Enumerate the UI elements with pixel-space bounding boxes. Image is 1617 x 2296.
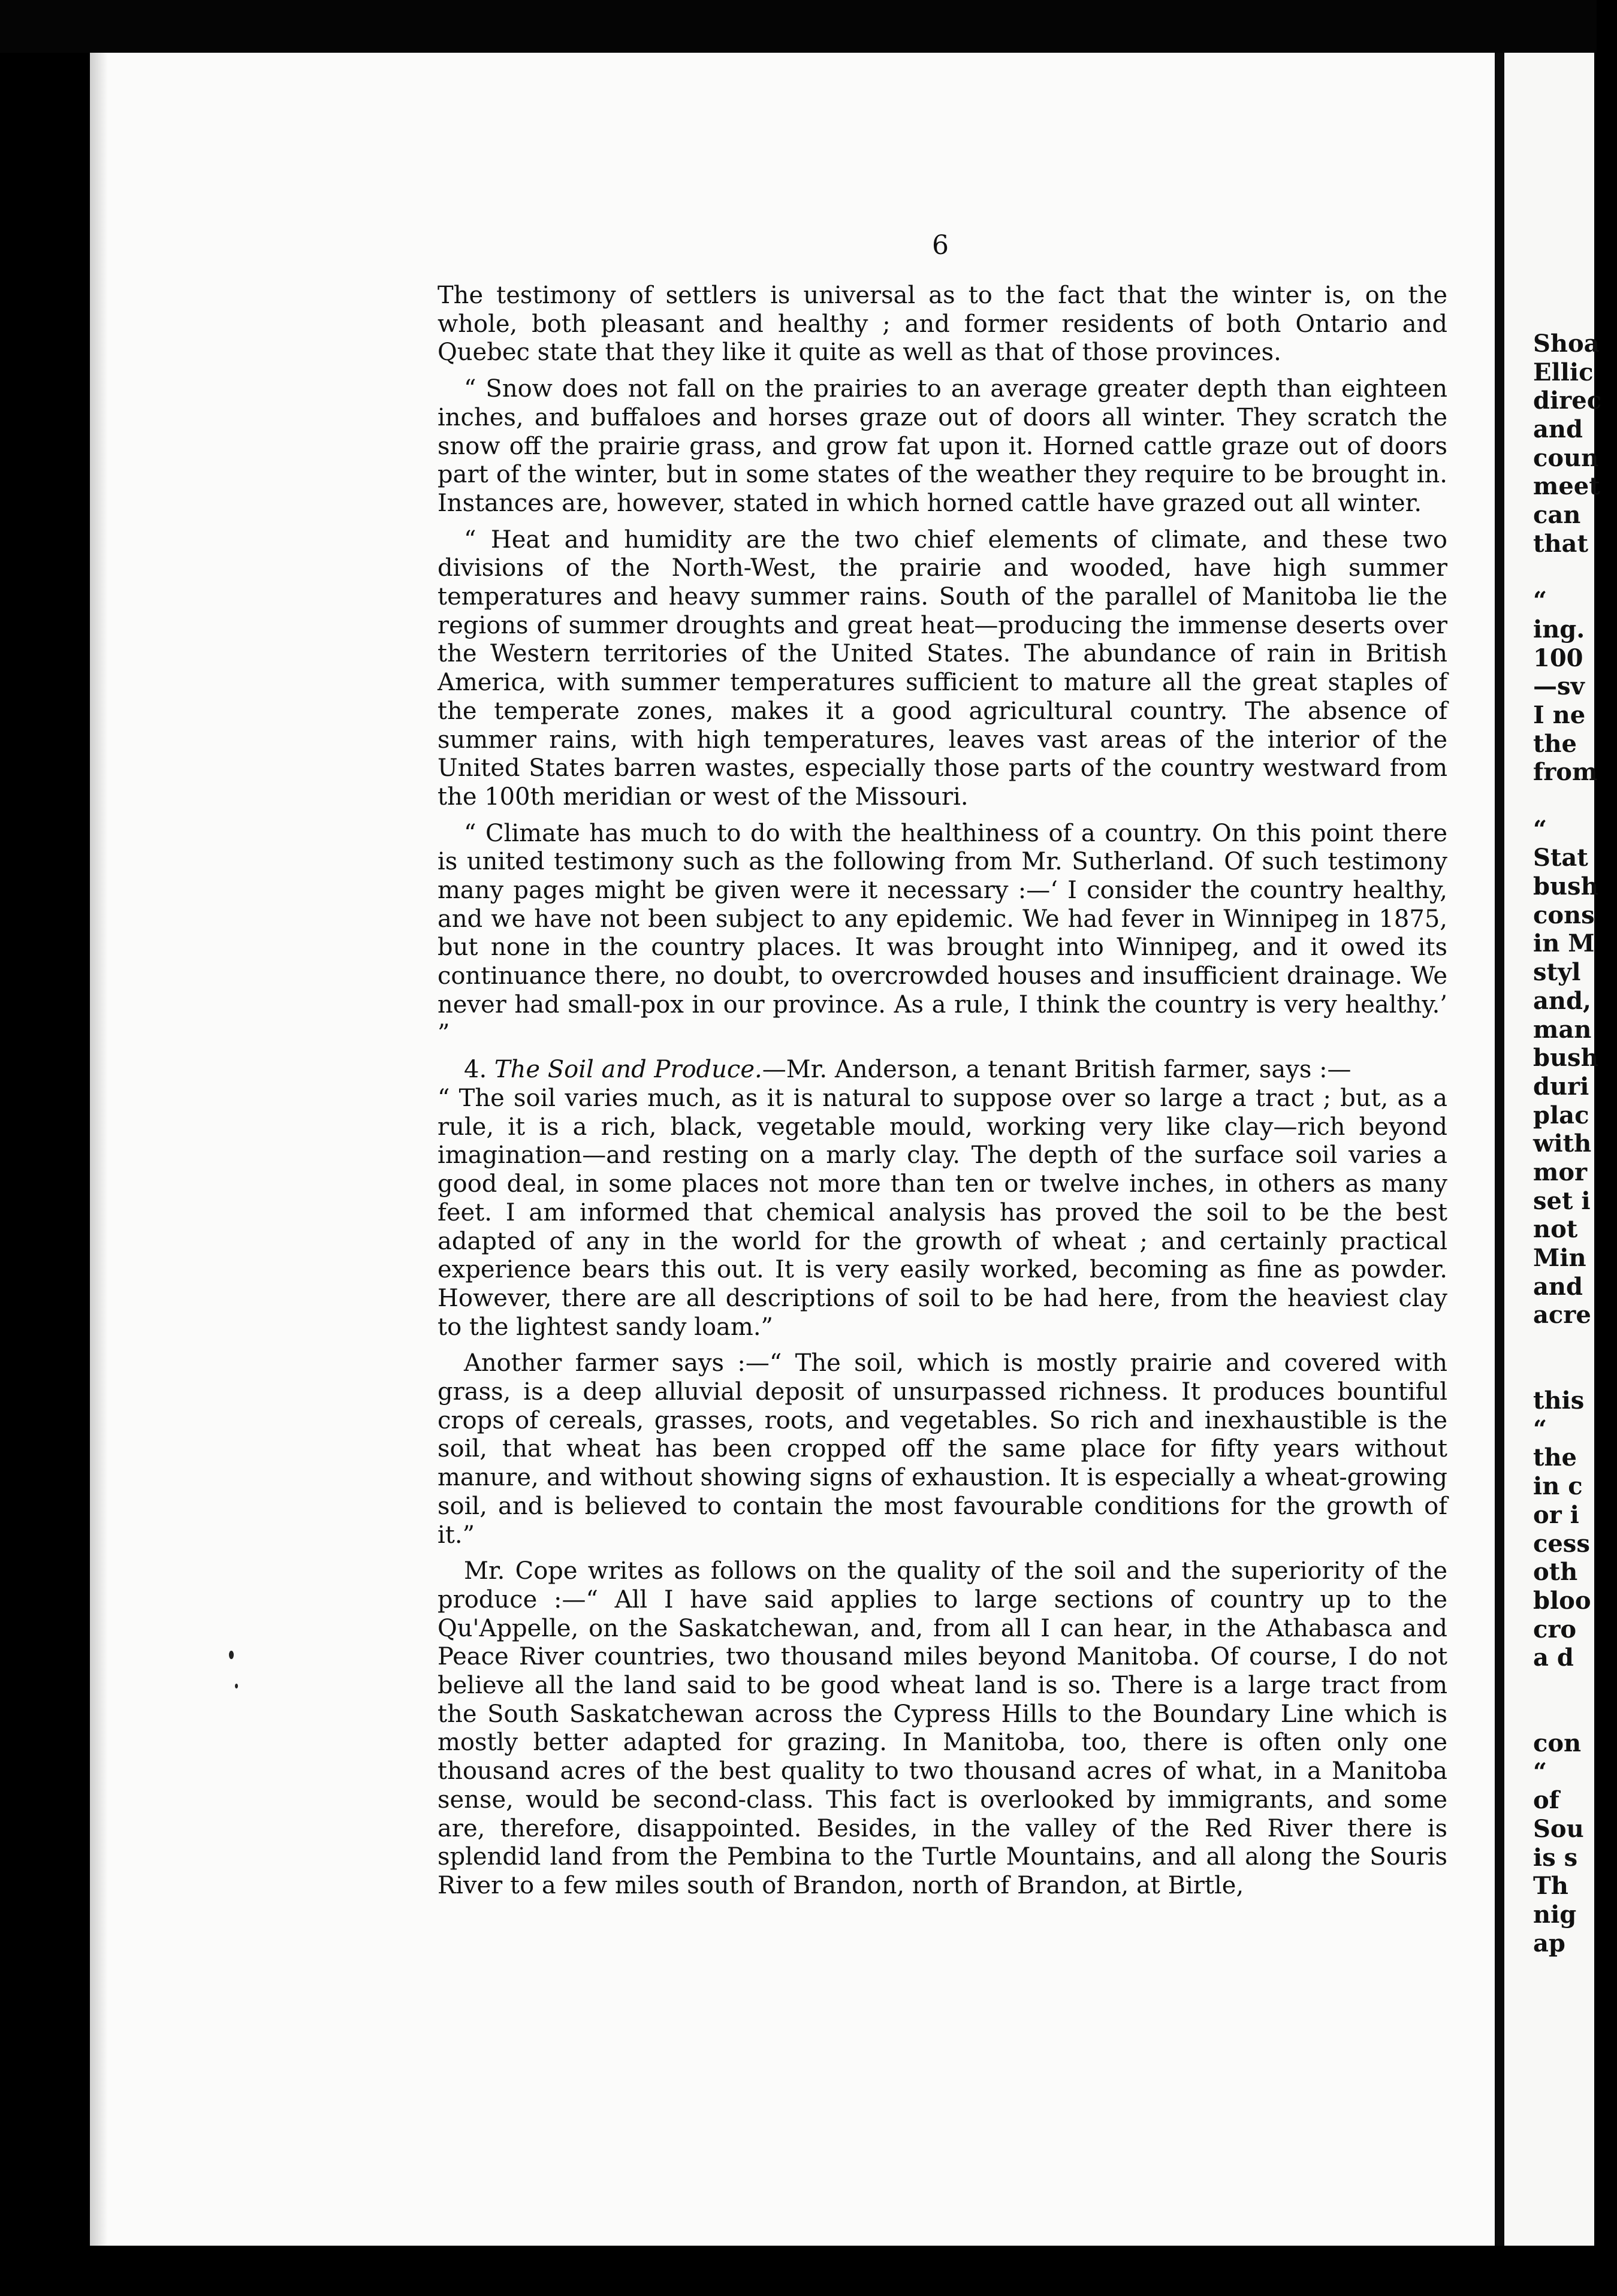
fragment-line: Shoa — [1533, 330, 1600, 358]
section-number: 4. — [464, 1056, 487, 1084]
scan-frame-top — [0, 0, 1597, 53]
fragment-line: coun — [1533, 443, 1599, 472]
paragraph: “ Snow does not fall on the prairies to an average greater depth than eighteen inches, and buffaloes and horses graze out of doors all winter. They scratch the snow off the prairie grass, and grow fat upon it. Horned cattle graze out of doors part of the winter, but in some states of the weather they require to be brought in. Instances are, however, stated in which horned cattle have grazed out all winter. — [438, 375, 1447, 517]
fragment-line: mor — [1533, 1158, 1588, 1186]
fragment-line: man — [1533, 1015, 1592, 1044]
fragment-line: from — [1533, 758, 1598, 787]
section-lead: —Mr. Anderson, a tenant British farmer, says :— — [762, 1056, 1351, 1084]
fragment-line: “ — [1533, 815, 1547, 844]
fragment-line: and — [1533, 415, 1583, 444]
paragraph: “ The soil varies much, as it is natural to suppose over so large a tract ; but, as a rule, it is a rich, black, vegetable mould, working very like clay—rich beyond imagination—and resting on a marly clay. The depth of the surface soil varies a good deal, in some places not more than ten or twelve inches, in others as many feet. I am informed that chemical analysis has proved the soil to be the best adapted of any in the world for the growth of wheat ; and certainly practical experience bears this out. It is very easily worked, becoming as fine as powder. However, there are all descriptions of soil to be had here, from the heaviest clay to the lightest sandy loam.” — [438, 1084, 1447, 1341]
fragment-line: oth — [1533, 1558, 1578, 1587]
fragment-line: cro — [1533, 1615, 1577, 1644]
paragraph: “ Climate has much to do with the healthiness of a country. On this point there is united testimony such as the following from Mr. Sutherland. Of such testimony many pages might be given were it necessary :—‘ I consider the country healthy, and we have not been subject to any epidemic. We had fever in Winnipeg in 1875, but none in the country places. It was brought into Winnipeg, and it owed its continuance there, no doubt, to overcrowded houses and insufficient drainage. We never had small-pox in our province. As a rule, I think the country is very healthy.’ ” — [438, 819, 1447, 1047]
scan-frame-bottom — [0, 2246, 1597, 2296]
fragment-line: and, — [1533, 986, 1591, 1015]
fragment-line: that — [1533, 529, 1588, 558]
fragment-line: bush — [1533, 1044, 1598, 1073]
fragment-line: bloo — [1533, 1586, 1591, 1615]
page-edge-shadow — [90, 53, 108, 2246]
fragment-line: Sou — [1533, 1815, 1584, 1843]
page-number: 6 — [932, 230, 949, 261]
fragment-line: direc — [1533, 386, 1602, 415]
fragment-line: and — [1533, 1272, 1583, 1301]
fragment-line: “ — [1533, 587, 1547, 615]
fragment-line: duri — [1533, 1072, 1589, 1101]
fragment-line: with — [1533, 1129, 1592, 1158]
fragment-line: ap — [1533, 1929, 1565, 1957]
fragment-line: nig — [1533, 1901, 1577, 1929]
fragment-line: plac — [1533, 1101, 1589, 1129]
fragment-line: “ — [1533, 1757, 1547, 1786]
fragment-line: meet — [1533, 472, 1600, 501]
fragment-line: is s — [1533, 1843, 1578, 1872]
fragment-line: not — [1533, 1215, 1578, 1244]
paragraph: “ Heat and humidity are the two chief elements of climate, and these two divisions of the North-West, the prairie and wooded, have high summer temperatures and heavy summer rains. South of the parallel of Manitoba lie the regions of summer droughts and great heat—producing the immense deserts over the Western territories of the United States. The abundance of rain in British America, with summer temperatures sufficient to mature all the great staples of the temperate zones, makes it a good agricultural country. The absence of summer rains, with high temperatures, leaves vast areas of the interior of the United States barren wastes, especially those parts of the country westward from the 100th meridian or west of the Missouri. — [438, 525, 1447, 811]
right-page-fragments — [1533, 330, 1617, 1957]
fragment-line: acre — [1533, 1301, 1591, 1330]
fragment-line: bush — [1533, 872, 1598, 901]
book-gutter — [1495, 53, 1504, 2246]
fragment-line: set i — [1533, 1186, 1591, 1215]
fragment-line: can — [1533, 501, 1581, 530]
fragment-line: I ne — [1533, 700, 1586, 729]
fragment-line: in M — [1533, 929, 1595, 958]
paragraph: Another farmer says :—“ The soil, which is mostly prairie and covered with grass, is a deep alluvial deposit of unsurpassed richness. It produces bountiful crops of cereals, grasses, roots, and vegetables. So rich and inexhaustible is the soil, that wheat has been cropped off the same place for fifty years without manure, and without showing signs of exhaustion. It is especially a wheat-growing soil, and is believed to contain the most favourable conditions for the growth of it.” — [438, 1349, 1447, 1549]
paragraph: Mr. Cope writes as follows on the quality of the soil and the superiority of the produce :—“ All I have said applies to large sections of country up to the Qu'Appelle, on the Saskatchewan, and, from all I can hear, in the Athabasca and Peace River countries, two thousand miles beyond Manitoba. Of course, I do not believe all the land said to be good wheat land is so. There is a large tract from the South Saskatchewan across the Cypress Hills to the Boundary Line which is mostly better adapted for grazing. In Manitoba, too, there is often only one thousand acres of the best quality to two thousand acres of what, in a Manitoba sense, would be second-class. This fact is overlooked by immigrants, and some are, therefore, disappointed. Besides, in the valley of the Red River there is splendid land from the Pembina to the Turtle Mountains, and all along the Souris River to a few miles south of Brandon, north of Brandon, at Birtle, — [438, 1557, 1447, 1899]
fragment-line: Ellic — [1533, 358, 1594, 386]
fragment-line: Th — [1533, 1872, 1568, 1901]
fragment-line: 100 — [1533, 644, 1583, 672]
fragment-line: —sv — [1533, 672, 1585, 701]
fragment-line: cess — [1533, 1529, 1590, 1558]
fragment-line: cons — [1533, 901, 1595, 929]
fragment-line: styl — [1533, 958, 1581, 987]
section-heading: The Soil and Produce. — [494, 1056, 762, 1084]
fragment-line: in c — [1533, 1472, 1583, 1501]
fragment-line: this — [1533, 1386, 1585, 1415]
right-page — [1504, 53, 1602, 2246]
fragment-line: Min — [1533, 1244, 1586, 1272]
fragment-line: a d — [1533, 1644, 1574, 1672]
fragment-line: the — [1533, 729, 1577, 758]
fragment-line: ing. — [1533, 615, 1585, 644]
fragment-line: con — [1533, 1729, 1582, 1757]
scan-speck — [235, 1684, 238, 1688]
paragraph: The testimony of settlers is universal as to the fact that the winter is, on the whole, both pleasant and healthy ; and former residents of both Ontario and Quebec state that they like it quite as well as that of those provinces. — [438, 282, 1447, 367]
scan-speck — [229, 1651, 234, 1659]
fragment-line: the — [1533, 1443, 1577, 1472]
fragment-line: “ — [1533, 1415, 1547, 1443]
fragment-line: or i — [1533, 1500, 1579, 1529]
fragment-line: of — [1533, 1786, 1559, 1815]
fragment-line: Stat — [1533, 844, 1588, 872]
body-text — [438, 282, 1447, 1908]
section-heading-paragraph — [438, 1056, 1447, 1084]
